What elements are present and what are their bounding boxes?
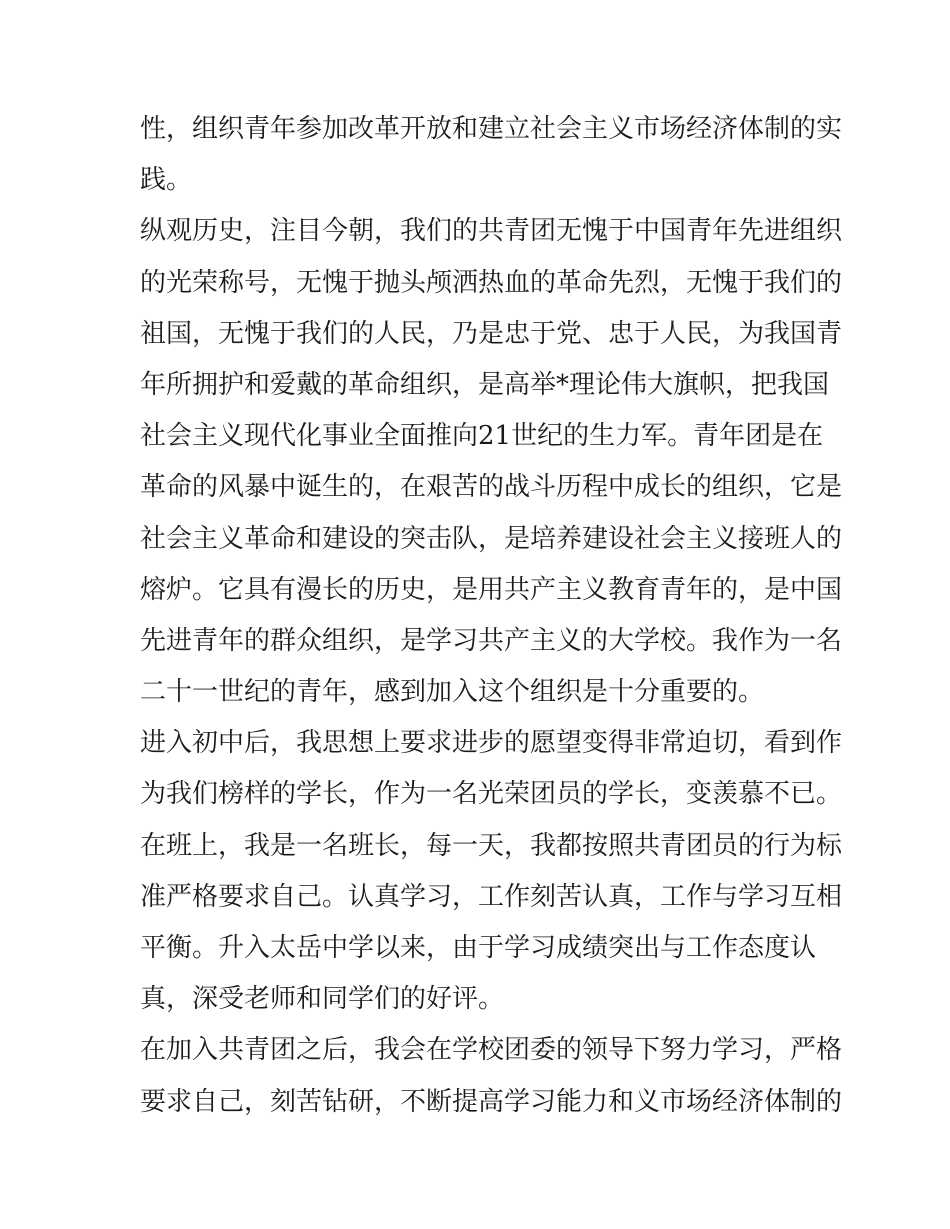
text-line-3: 纵观历史，注目今朝，我们的共青团无愧于中国青年先进组织 [140,216,843,247]
text-line-10: 熔炉。它具有漫长的历史，是用共产主义教育青年的，是中国 [140,574,843,605]
text-line-18: 真，深受老师和同学们的好评。 [140,984,505,1015]
text-line-6: 年所拥护和爱戴的革命组织，是高举*理论伟大旗帜，把我国 [140,369,830,400]
text-line-13: 进入初中后，我思想上要求进步的愿望变得非常迫切，看到作 [140,728,843,759]
text-line-11: 先进青年的群众组织，是学习共产主义的大学校。我作为一名 [140,625,843,656]
text-line-4: 的光荣称号，无愧于抛头颅洒热血的革命先烈，无愧于我们的 [140,267,843,298]
document-body-text [140,104,843,1128]
text-line-20: 要求自己，刻苦钻研，不断提高学习能力和义市场经济体制的 [140,1086,843,1117]
text-line-7: 社会主义现代化事业全面推向21世纪的生力军。青年团是在 [140,421,824,452]
text-line-16: 准严格要求自己。认真学习，工作刻苦认真，工作与学习互相 [140,881,843,912]
text-line-2: 践。 [140,165,193,196]
text-line-14: 为我们榜样的学长，作为一名光荣团员的学长，变羡慕不已。 [140,779,843,810]
text-line-15: 在班上，我是一名班长，每一天，我都按照共青团员的行为标 [140,830,843,861]
text-line-1: 性，组织青年参加改革开放和建立社会主义市场经济体制的实 [140,114,843,144]
text-line-19: 在加入共青团之后，我会在学校团委的领导下努力学习，严格 [140,1035,843,1066]
text-line-17: 平衡。升入太岳中学以来，由于学习成绩突出与工作态度认 [140,933,817,963]
text-line-9: 社会主义革命和建设的突击队，是培养建设社会主义接班人的 [140,523,843,554]
text-line-12: 二十一世纪的青年，感到加入这个组织是十分重要的。 [140,677,765,708]
text-line-8: 革命的风暴中诞生的，在艰苦的战斗历程中成长的组织，它是 [140,472,843,503]
text-line-5: 祖国，无愧于我们的人民，乃是忠于党、忠于人民，为我国青 [140,318,843,349]
